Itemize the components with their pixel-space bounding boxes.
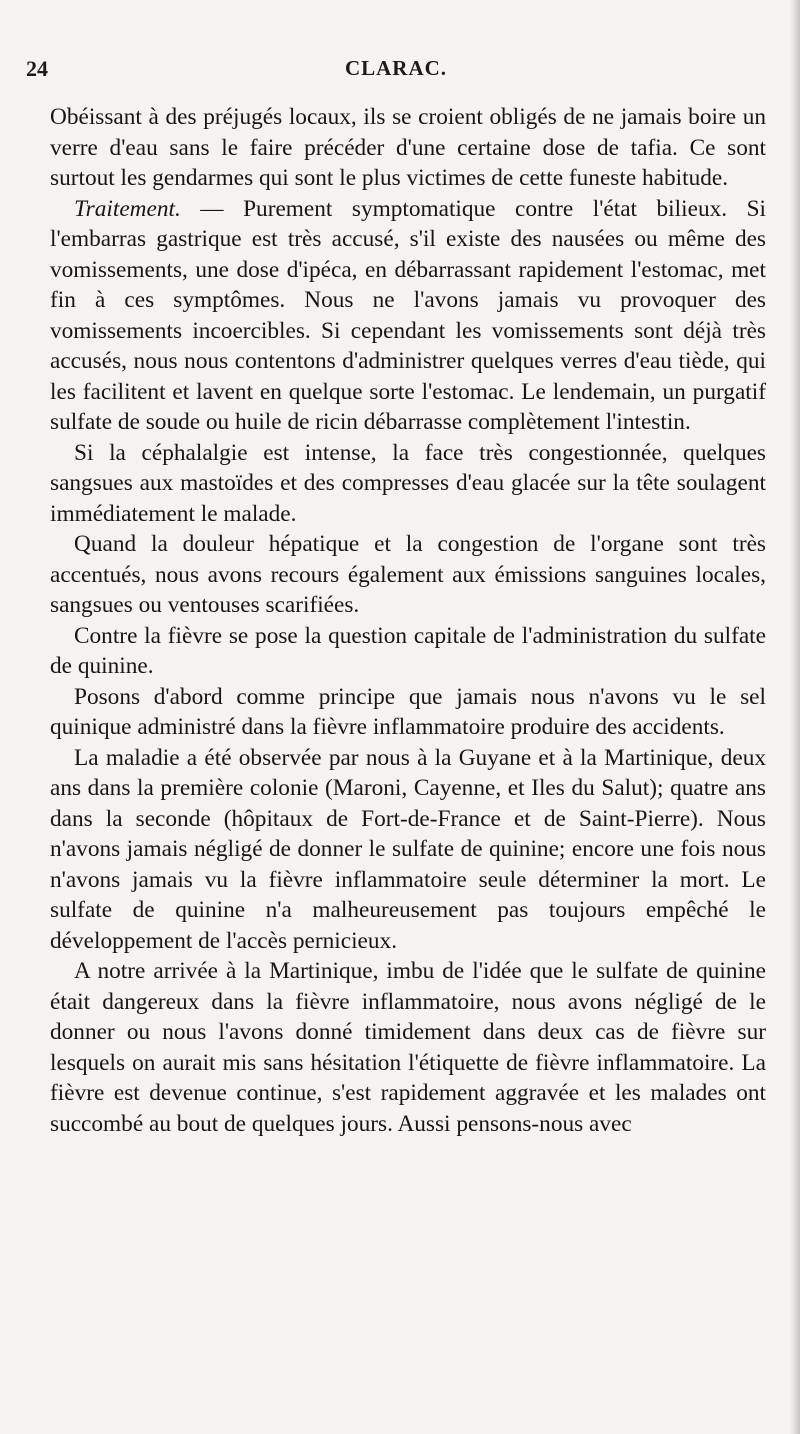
- page-header: [26, 56, 766, 86]
- paragraph-4: Quand la douleur hépatique et la congestion de l'organe sont très accentués, nous avons recours également aux émissions sanguines locales, sangsues ou ventouses scarifiées.: [50, 531, 766, 618]
- page-number: 24: [26, 56, 48, 81]
- running-title: CLARAC.: [344, 56, 448, 80]
- paragraph-7: La maladie a été observée par nous à la Guyane et à la Martinique, deux ans dans la première colonie (Maroni, Cayenne, et Iles du Salut); quatre ans dans la seconde (hôpitaux de Fort-de-France et de Saint-Pierre). Nous n'avons jamais négligé de donner le sulfate de quinine; encore une fois nous n'avons jamais vu la fièvre inflammatoire seule déterminer la mort. Le sulfate de quinine n'a malheureusement pas toujours empêché le développement de l'accès pernicieux.: [50, 744, 766, 954]
- paragraph-1: Obéissant à des préjugés locaux, ils se croient obligés de ne jamais boire un verre d'eau sans le faire précéder d'une certaine dose de tafia. Ce sont surtout les gendarmes qui sont le plus victimes de cette funeste habitude.: [50, 104, 766, 191]
- page-edge-shadow: [790, 0, 800, 1434]
- paragraph-3: Si la céphalalgie est intense, la face très congestionnée, quelques sangsues aux mastoïdes et des compresses d'eau glacée sur la tête soulagent immédiatement le malade.: [50, 439, 766, 527]
- paragraph-2: Traitement. — Purement symptomatique contre l'état bilieux. Si l'embarras gastrique est très accusé, s'il existe des nausées ou même des vomissements, une dose d'ipéca, en débarrassant rapidement l'estomac, met fin à ces symptômes. Nous ne l'avons jamais vu provoquer des vomissements incoercibles. Si cependant les vomissements sont déjà très accusés, nous nous contentons d'administrer quelques verres d'eau tiède, qui les facilitent et lavent en quelque sorte l'estomac. Le lendemain, un purgatif sulfate de soude ou huile de ricin débarrasse complètement l'intestin.: [50, 195, 766, 435]
- paragraph-8: A notre arrivée à la Martinique, imbu de l'idée que le sulfate de quinine était dangereux dans la fièvre inflammatoire, nous avons négligé de le donner ou nous l'avons donné timidement dans deux cas de fièvre sur lesquels on aurait mis sans hésitation l'étiquette de fièvre inflammatoire. La fièvre est devenue continue, s'est rapidement aggravée et les malades ont succombé au bout de quelques jours. Aussi pensons-nous avec: [50, 958, 766, 1137]
- paragraph-6: Posons d'abord comme principe que jamais nous n'avons vu le sel quinique administré dans la fièvre inflammatoire produire des accidents.: [50, 683, 766, 740]
- section-heading-traitement: Traitement.: [74, 195, 181, 222]
- paragraph-5: Contre la fièvre se pose la question capitale de l'administration du sulfate de quinine.: [50, 622, 766, 679]
- text-body: [50, 102, 766, 1139]
